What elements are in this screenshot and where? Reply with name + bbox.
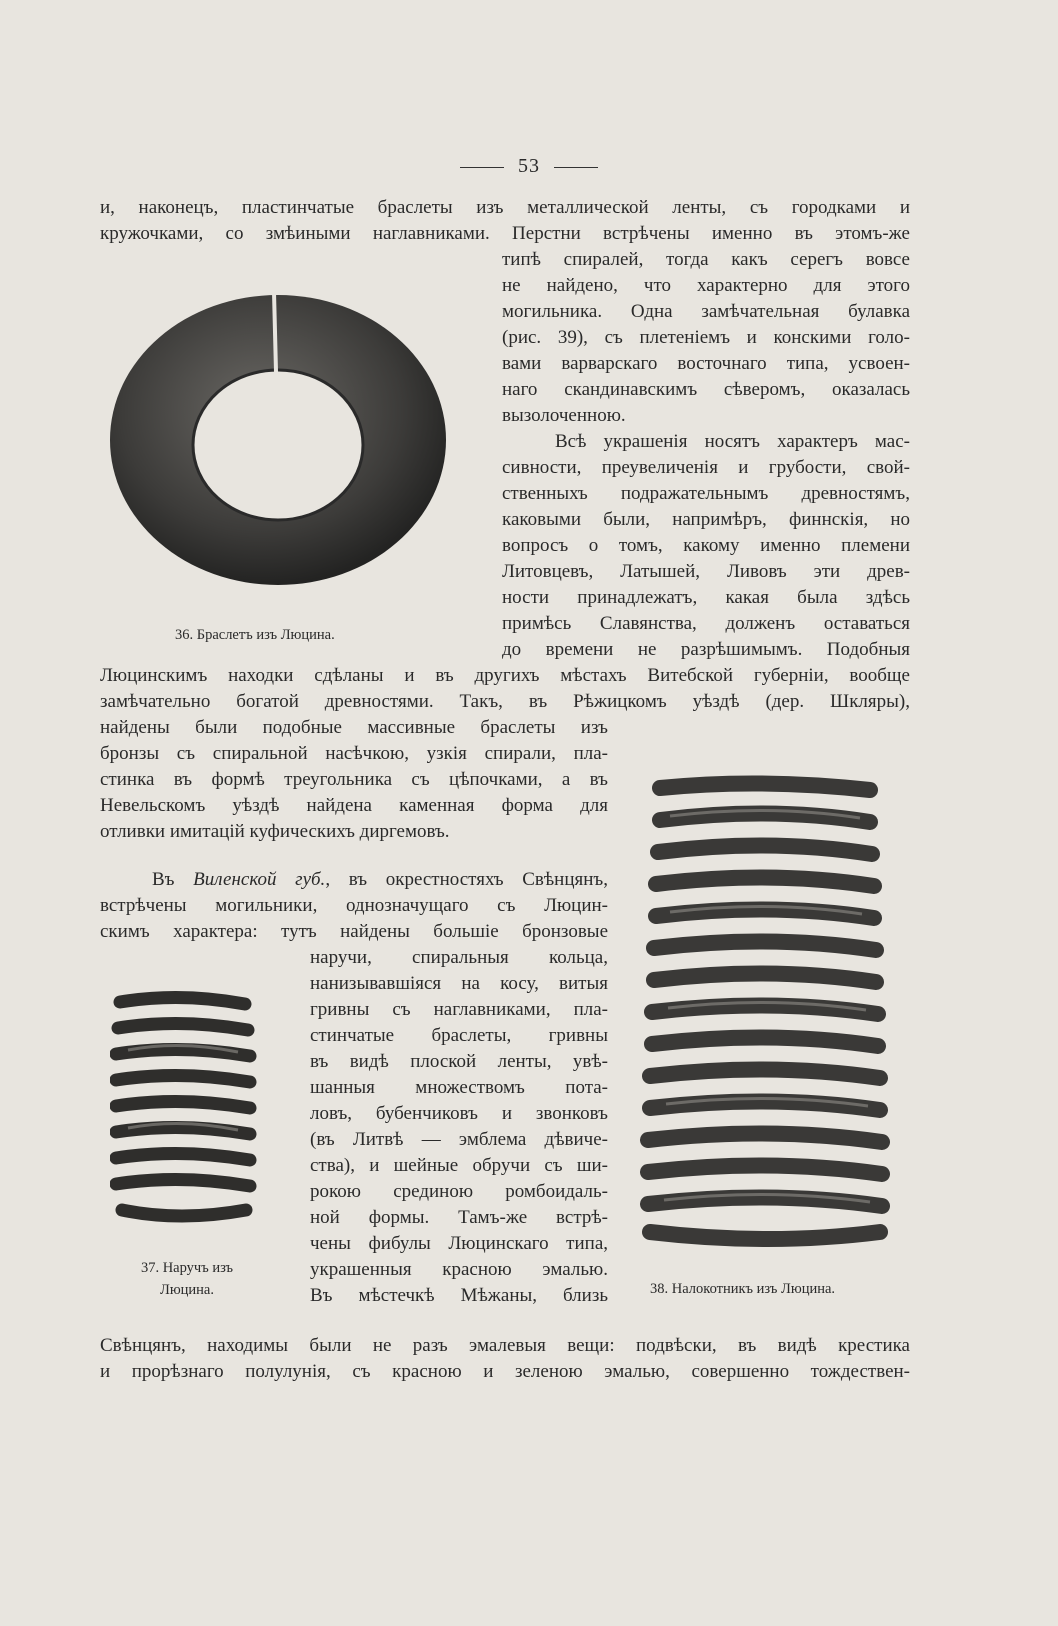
spiral-elbow-figure-38: [640, 770, 900, 1250]
text-line: ловъ, бубенчиковъ и звонковъ: [310, 1103, 608, 1124]
text-line: стинка въ формѣ треугольника съ цѣпочками, а въ: [100, 769, 608, 790]
text-line-vilna: [152, 867, 608, 893]
text-line: вызолоченною.: [502, 405, 626, 426]
page-number-text: 53: [518, 155, 540, 177]
text-line: Невельскомъ уѣздѣ найдена каменная форма для: [100, 795, 608, 816]
text-line: и, наконецъ, пластинчатые браслеты изъ металлической ленты, съ городками и: [100, 197, 910, 218]
text-line: (въ Литвѣ — эмблема дѣвиче-: [310, 1129, 608, 1150]
text-line: наручи, спиральныя кольца,: [310, 947, 608, 968]
figure-36-caption: 36. Браслетъ изъ Люцина.: [175, 627, 335, 643]
text-line: наго скандинавскимъ сѣверомъ, оказалась: [502, 379, 910, 400]
text-line: Литовцевъ, Латышей, Ливовъ эти древ-: [502, 561, 910, 582]
text-line: сивности, преувеличенiя и грубости, свой-: [502, 457, 910, 478]
text-line: могильника. Одна замѣчательная булавка: [502, 301, 910, 322]
text-line: каковыми были, напримѣръ, финнскiя, но: [502, 509, 910, 530]
text-line: примѣсь Славянства, долженъ оставаться: [502, 613, 910, 634]
text-line: типѣ спиралей, тогда какъ серегъ вовсе: [502, 249, 910, 270]
text-line: ства), и шейные обручи съ ши-: [310, 1155, 608, 1176]
text-line: шанныя множествомъ пота-: [310, 1077, 608, 1098]
text-line: Свѣнцянъ, находимы были не разъ эмалевыя вещи: подвѣски, въ видѣ крестика: [100, 1335, 910, 1356]
text-line: замѣчательно богатой древностями. Такъ, въ Рѣжицкомъ уѣздѣ (дер. Шкляры),: [100, 691, 910, 712]
vilna-gubernia: Виленской губ.: [193, 869, 326, 890]
spiral-bracer-figure-37: [110, 990, 260, 1230]
text-line: вами варварскаго восточнаго типа, усвоен-: [502, 353, 910, 374]
text-line: ственныхъ подражательнымъ древностямъ,: [502, 483, 910, 504]
text-line: скимъ характера: тутъ найдены большiе бронзовые: [100, 921, 608, 942]
text-line: стинчатые браслеты, гривны: [310, 1025, 608, 1046]
figure-37-caption-line2: Люцина.: [159, 1282, 214, 1298]
text-line: Всѣ украшенiя носятъ характеръ мас-: [555, 431, 910, 452]
text-line: кружочками, со змѣиными наглавниками. Перстни встрѣчены именно въ этомъ-же: [100, 223, 910, 244]
text-line: нанизывавшiяся на косу, витыя: [310, 973, 608, 994]
text-line: украшенныя красною эмалью.: [310, 1259, 608, 1280]
text-line: въ видѣ плоской ленты, увѣ-: [310, 1051, 608, 1072]
bracelet-figure-36: [100, 290, 460, 590]
text-line: ности принадлежатъ, какая была здѣсь: [502, 587, 910, 608]
text-line: встрѣчены могильники, однозначущаго съ Люцин-: [100, 895, 608, 916]
page-number-rule-right: [554, 167, 598, 168]
text-line: Люцинскимъ находки сдѣланы и въ другихъ мѣстахъ Витебской губернiи, вообще: [100, 665, 910, 686]
text-line: отливки имитацiй куфическихъ диргемовъ.: [100, 821, 450, 842]
text-line: бронзы съ спиральной насѣчкою, узкiя спирали, пла-: [100, 743, 608, 764]
figure-38-caption: 38. Налокотникъ изъ Люцина.: [650, 1281, 836, 1297]
text-line: чены фибулы Люцинскаго типа,: [310, 1233, 608, 1254]
page-number-rule-left: [460, 167, 504, 168]
vilna-rest: , въ окрестностяхъ Свѣнцянъ,: [325, 869, 608, 890]
figure-37-caption-line1: 37. Наручъ изъ: [140, 1260, 234, 1276]
text-line: Въ мѣстечкѣ Мѣжаны, близь: [310, 1285, 608, 1306]
text-line: (рис. 39), съ плетенiемъ и конскими голо-: [502, 327, 910, 348]
text-line: ной формы. Тамъ-же встрѣ-: [310, 1207, 608, 1228]
text-line: гривны съ наглавниками, пла-: [310, 999, 608, 1020]
text-line: рокою срединою ромбоидаль-: [310, 1181, 608, 1202]
text-line: и прорѣзнаго полулунiя, съ красною и зеленою эмалью, совершенно тождествен-: [100, 1361, 910, 1382]
text-line: не найдено, что характерно для этого: [502, 275, 910, 296]
text-line: вопросъ о томъ, какому именно племени: [502, 535, 910, 556]
text-line: до времени не разрѣшимымъ. Подобныя: [502, 639, 910, 660]
text-line: найдены были подобные массивные браслеты изъ: [100, 717, 608, 738]
vilna-prefix: Въ: [152, 869, 194, 890]
page-number: [0, 155, 1058, 178]
